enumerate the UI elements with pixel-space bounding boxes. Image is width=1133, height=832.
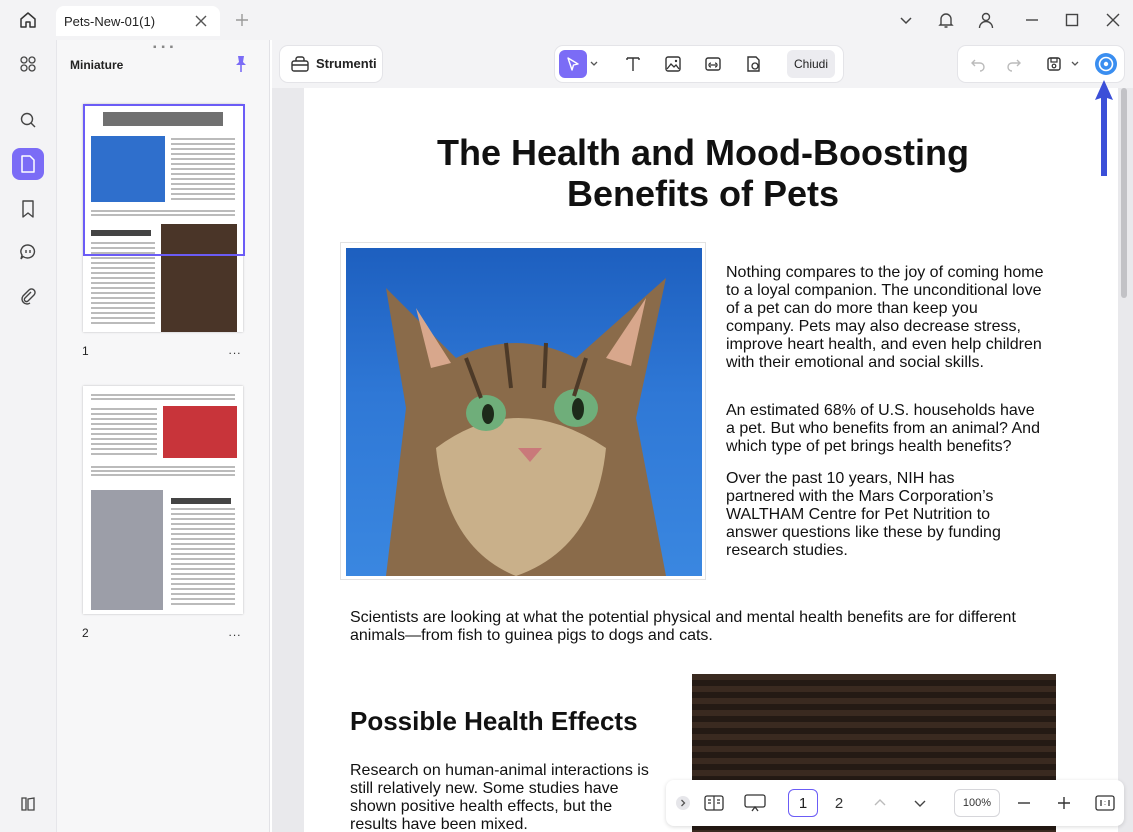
thumb-heading-block: [171, 498, 231, 504]
notifications-button[interactable]: [934, 8, 958, 32]
cat-illustration: [346, 248, 702, 576]
bookmarks-button[interactable]: [12, 193, 44, 225]
zoom-out-button[interactable]: [1014, 789, 1034, 817]
pin-panel-button[interactable]: [231, 54, 251, 74]
page-icon: [20, 155, 36, 173]
thumb-number-2: 2: [82, 626, 89, 640]
maximize-icon: [1065, 13, 1079, 27]
minimize-icon: [1025, 13, 1039, 27]
bell-icon: [937, 11, 955, 29]
panels-icon: [19, 795, 37, 813]
redo-button[interactable]: [1000, 50, 1028, 78]
chevron-up-icon: [873, 796, 887, 810]
visible-area-indicator: [83, 104, 245, 256]
collapse-bar-button[interactable]: [674, 789, 692, 817]
cat-photo: [346, 248, 702, 576]
next-page-button[interactable]: [910, 789, 930, 817]
thumb-cat-flowers-image: [91, 490, 163, 610]
strumenti-label: Strumenti: [316, 56, 377, 71]
home-button[interactable]: [14, 8, 42, 32]
minimize-button[interactable]: [1020, 8, 1044, 32]
search-icon: [19, 111, 37, 129]
ai-assistant-button[interactable]: [1092, 50, 1120, 78]
chevron-down-icon: [589, 59, 599, 69]
thumbnails-panel: [56, 40, 270, 832]
edit-tools-group: [555, 46, 843, 82]
main-toolbar: [272, 40, 1133, 88]
thumb-text-block: [171, 508, 235, 608]
title-line-1: The Health and Mood-Boosting: [437, 132, 969, 173]
title-bar: [0, 0, 1133, 40]
resize-grip[interactable]: ▪ ▪ ▪: [153, 42, 175, 53]
strumenti-button[interactable]: [280, 46, 382, 82]
add-link-button[interactable]: [699, 50, 727, 78]
user-icon: [977, 11, 995, 29]
grid-icon: [19, 55, 37, 73]
tab-close-button[interactable]: [192, 12, 210, 30]
save-options-dropdown[interactable]: [1068, 50, 1082, 78]
add-text-button[interactable]: [619, 50, 647, 78]
add-image-button[interactable]: [659, 50, 687, 78]
close-window-button[interactable]: [1101, 8, 1125, 32]
intro-paragraph: Nothing compares to the joy of coming home to a loyal companion. The unconditional love of a pet can do more than keep you company. Pets may also decrease stress, improve heart health, and even help children with their emotional and social skills.: [726, 264, 1044, 371]
undo-button[interactable]: [964, 50, 992, 78]
undo-icon: [970, 56, 986, 72]
thumb-2-more-button[interactable]: ...: [228, 625, 242, 639]
save-icon: [1046, 56, 1062, 72]
select-tool-button[interactable]: [559, 50, 587, 78]
cat-photo-frame[interactable]: [340, 242, 706, 580]
annotation-arrow: [1092, 78, 1116, 178]
thumb-text-block: [91, 408, 157, 458]
paperclip-icon: [19, 287, 37, 305]
attachments-button[interactable]: [12, 280, 44, 312]
comments-button[interactable]: [12, 236, 44, 268]
history-group: [958, 46, 1124, 82]
bookmark-icon: [20, 200, 36, 218]
minus-icon: [1017, 796, 1031, 810]
nih-paragraph: Over the past 10 years, NIH has partnered with the Mars Corporation’s WALTHAM Centre for Pet Nutrition to answer questions like these by funding research studies.: [726, 470, 1001, 559]
chevron-right-icon: [675, 795, 691, 811]
comment-icon: [19, 243, 37, 261]
chevron-down-icon: [899, 13, 913, 27]
thumb-dogs-image: [163, 406, 237, 458]
document-tab[interactable]: [56, 6, 220, 36]
plus-icon: [235, 13, 249, 27]
cursor-icon: [565, 56, 581, 72]
section-heading: Possible Health Effects: [350, 706, 638, 736]
account-button[interactable]: [974, 8, 998, 32]
plus-icon: [1057, 796, 1071, 810]
left-rail: [0, 40, 56, 832]
thumb-number-1: 1: [82, 344, 89, 358]
document-viewer[interactable]: [272, 88, 1133, 832]
thumb-text-block: [91, 394, 235, 402]
organize-pages-button[interactable]: [12, 48, 44, 80]
previous-page-button[interactable]: [870, 789, 890, 817]
zoom-level-field[interactable]: 100%: [954, 789, 1000, 817]
stamp-icon: [744, 55, 762, 73]
book-icon: [704, 795, 724, 811]
close-icon: [195, 15, 207, 27]
watermark-button[interactable]: [739, 50, 767, 78]
thumb-text-block: [91, 466, 235, 476]
maximize-button[interactable]: [1060, 8, 1084, 32]
page-1-button[interactable]: 1: [788, 789, 818, 817]
tab-title: Pets-New-01(1): [64, 13, 156, 29]
chevron-down-icon: [1070, 59, 1080, 69]
vertical-scrollbar[interactable]: [1121, 88, 1127, 298]
tabs-dropdown-button[interactable]: [894, 8, 918, 32]
link-icon: [704, 55, 722, 73]
pdf-page: [304, 88, 1118, 832]
search-button[interactable]: [12, 104, 44, 136]
redo-icon: [1006, 56, 1022, 72]
text-icon: [624, 55, 642, 73]
pin-icon: [234, 55, 248, 73]
thumbnails-title: Miniature: [70, 58, 124, 72]
page-2-button[interactable]: 2: [834, 794, 844, 812]
thumbnails-button[interactable]: [12, 148, 44, 180]
zoom-in-button[interactable]: [1054, 789, 1074, 817]
page-navigation-bar: [666, 780, 1124, 826]
select-mode-dropdown[interactable]: [587, 50, 601, 78]
home-icon: [18, 10, 38, 30]
scientists-paragraph: Scientists are looking at what the potential physical and mental health benefits are for different animals—from fish to guinea pigs to dogs and cats.: [350, 609, 1016, 644]
thumb-1-more-button[interactable]: ...: [228, 343, 242, 357]
ai-assistant-icon: [1094, 52, 1118, 76]
save-button[interactable]: [1040, 50, 1068, 78]
document-title: [304, 132, 1102, 214]
image-icon: [664, 55, 682, 73]
slideshow-icon: [744, 794, 766, 812]
page-layout-button[interactable]: [702, 789, 726, 817]
reading-mode-button[interactable]: [12, 788, 44, 820]
close-icon: [1106, 13, 1120, 27]
research-paragraph: Research on human-animal interactions is still relatively new. Some studies have shown positive health effects, but the results have been mixed.: [350, 762, 649, 832]
actual-size-button[interactable]: [1094, 789, 1116, 817]
close-edit-button[interactable]: Chiudi: [787, 50, 835, 78]
page-thumbnail-2[interactable]: [83, 386, 243, 614]
toolbox-icon: [290, 54, 310, 74]
presentation-button[interactable]: [742, 789, 768, 817]
title-line-2: Benefits of Pets: [566, 173, 840, 214]
actual-size-icon: [1095, 795, 1115, 811]
new-tab-button[interactable]: [232, 10, 252, 30]
chevron-down-icon: [913, 796, 927, 810]
households-paragraph: An estimated 68% of U.S. households have a pet. But who benefits from an animal? And which type of pet brings health benefits?: [726, 402, 1040, 455]
